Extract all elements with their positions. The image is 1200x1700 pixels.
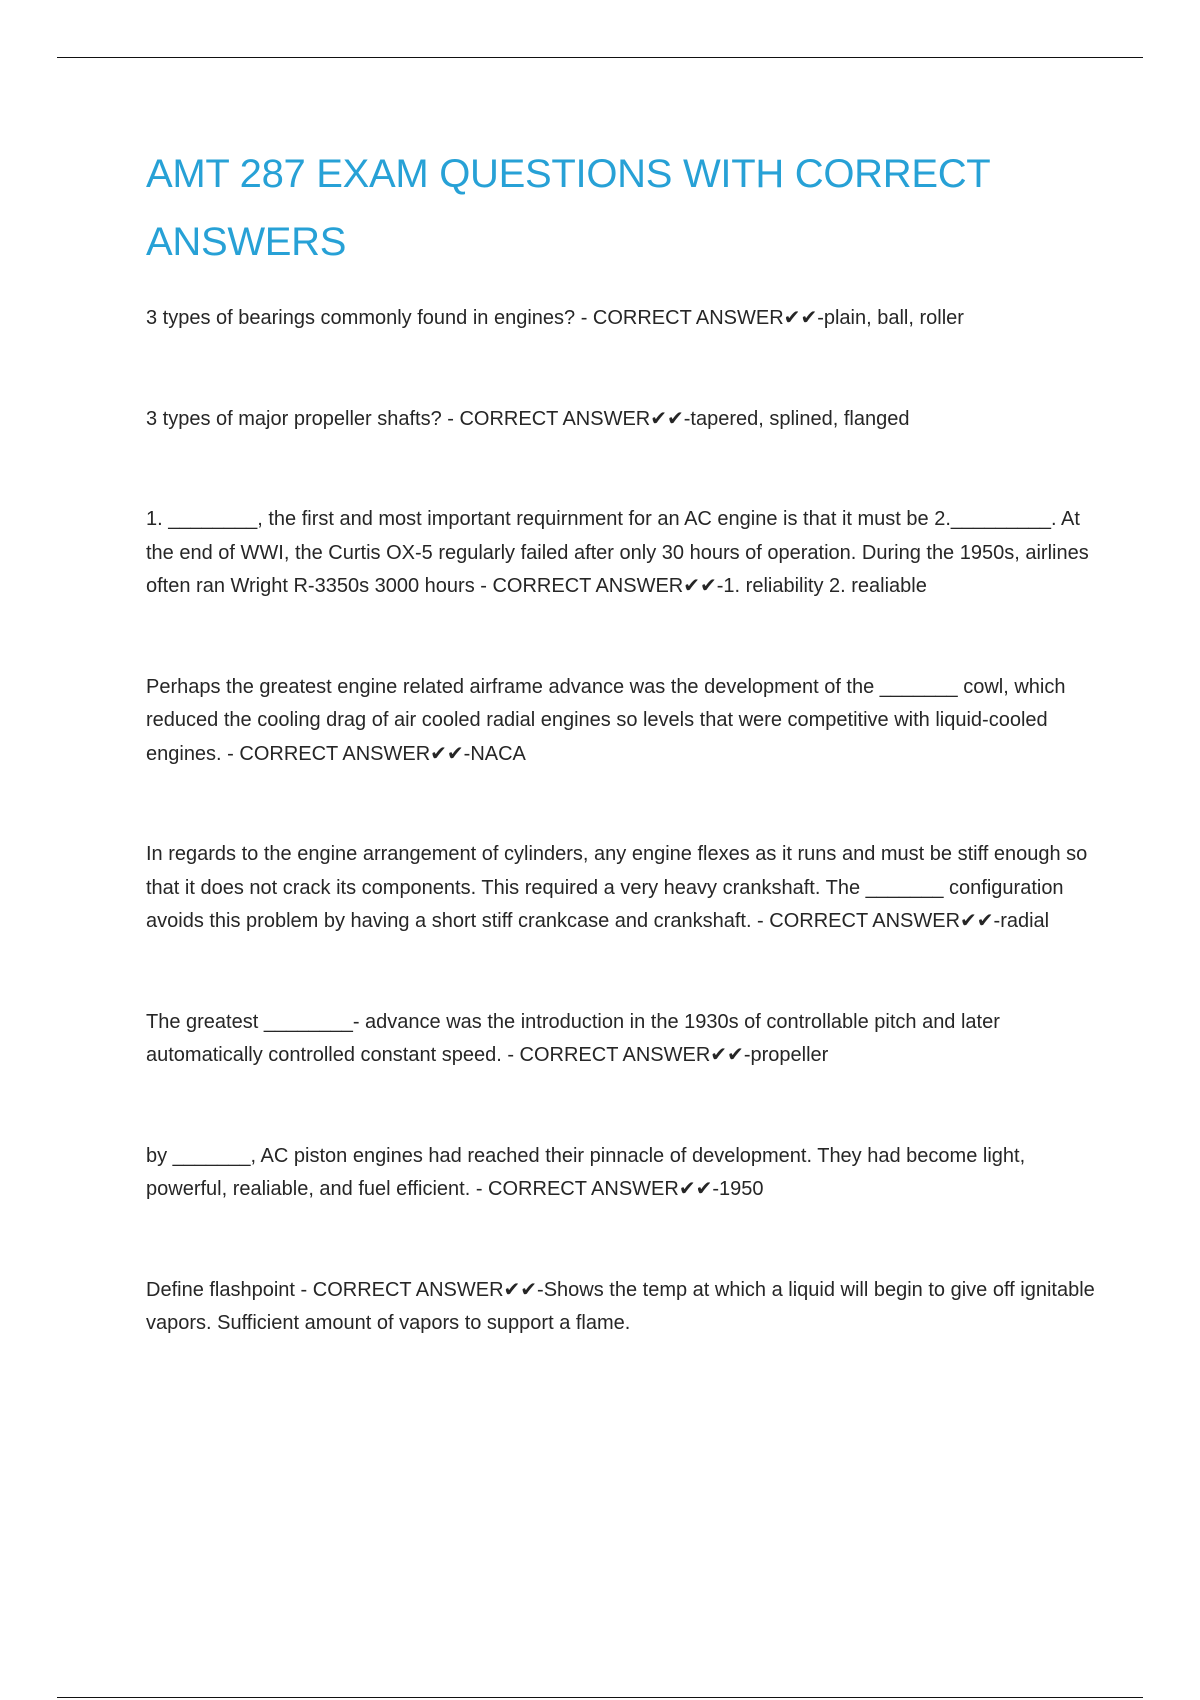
- qa-item-8: Define flashpoint - CORRECT ANSWER✔✔-Shows the temp at which a liquid will begin to give off ignitable vapors. Sufficient amount of vapors to support a flame.: [146, 1278, 1095, 1334]
- top-rule: [57, 57, 1143, 58]
- bottom-rule: [57, 1697, 1143, 1698]
- qa-item-1: 3 types of bearings commonly found in engines? - CORRECT ANSWER✔✔-plain, ball, roller: [146, 307, 964, 329]
- qa-item-5: In regards to the engine arrangement of cylinders, any engine flexes as it runs and must be stiff enough so that it does not crack its components. This required a very heavy crankshaft. The _______ configuration avoids this problem by having a short stiff crankcase and crankshaft. - CORRECT ANSWER✔✔-radial: [146, 843, 1088, 932]
- document-body: [146, 140, 1096, 1341]
- qa-item-2: 3 types of major propeller shafts? - CORRECT ANSWER✔✔-tapered, splined, flanged: [146, 407, 910, 430]
- document-title: AMT 287 EXAM QUESTIONS WITH CORRECT ANSWERS: [146, 152, 990, 264]
- qa-item-3: 1. ________, the first and most important requirnment for an AC engine is that it must be 2._________. At the end of WWI, the Curtis OX-5 regularly failed after only 30 hours of operation. During the 1950s, airlines often ran Wright R-3350s 3000 hours - CORRECT ANSWER✔✔-1. reliability 2. realiable: [146, 508, 1089, 597]
- qa-item-4: Perhaps the greatest engine related airframe advance was the development of the _______ cowl, which reduced the cooling drag of air cooled radial engines so levels that were competitive with liquid-cooled engines. - CORRECT ANSWER✔✔-NACA: [146, 675, 1066, 765]
- qa-item-7: by _______, AC piston engines had reached their pinnacle of development. They had become light, powerful, realiable, and fuel efficient. - CORRECT ANSWER✔✔-1950: [146, 1144, 1026, 1200]
- qa-item-6: The greatest ________- advance was the introduction in the 1930s of controllable pitch and later automatically controlled constant speed. - CORRECT ANSWER✔✔-propeller: [146, 1010, 1000, 1066]
